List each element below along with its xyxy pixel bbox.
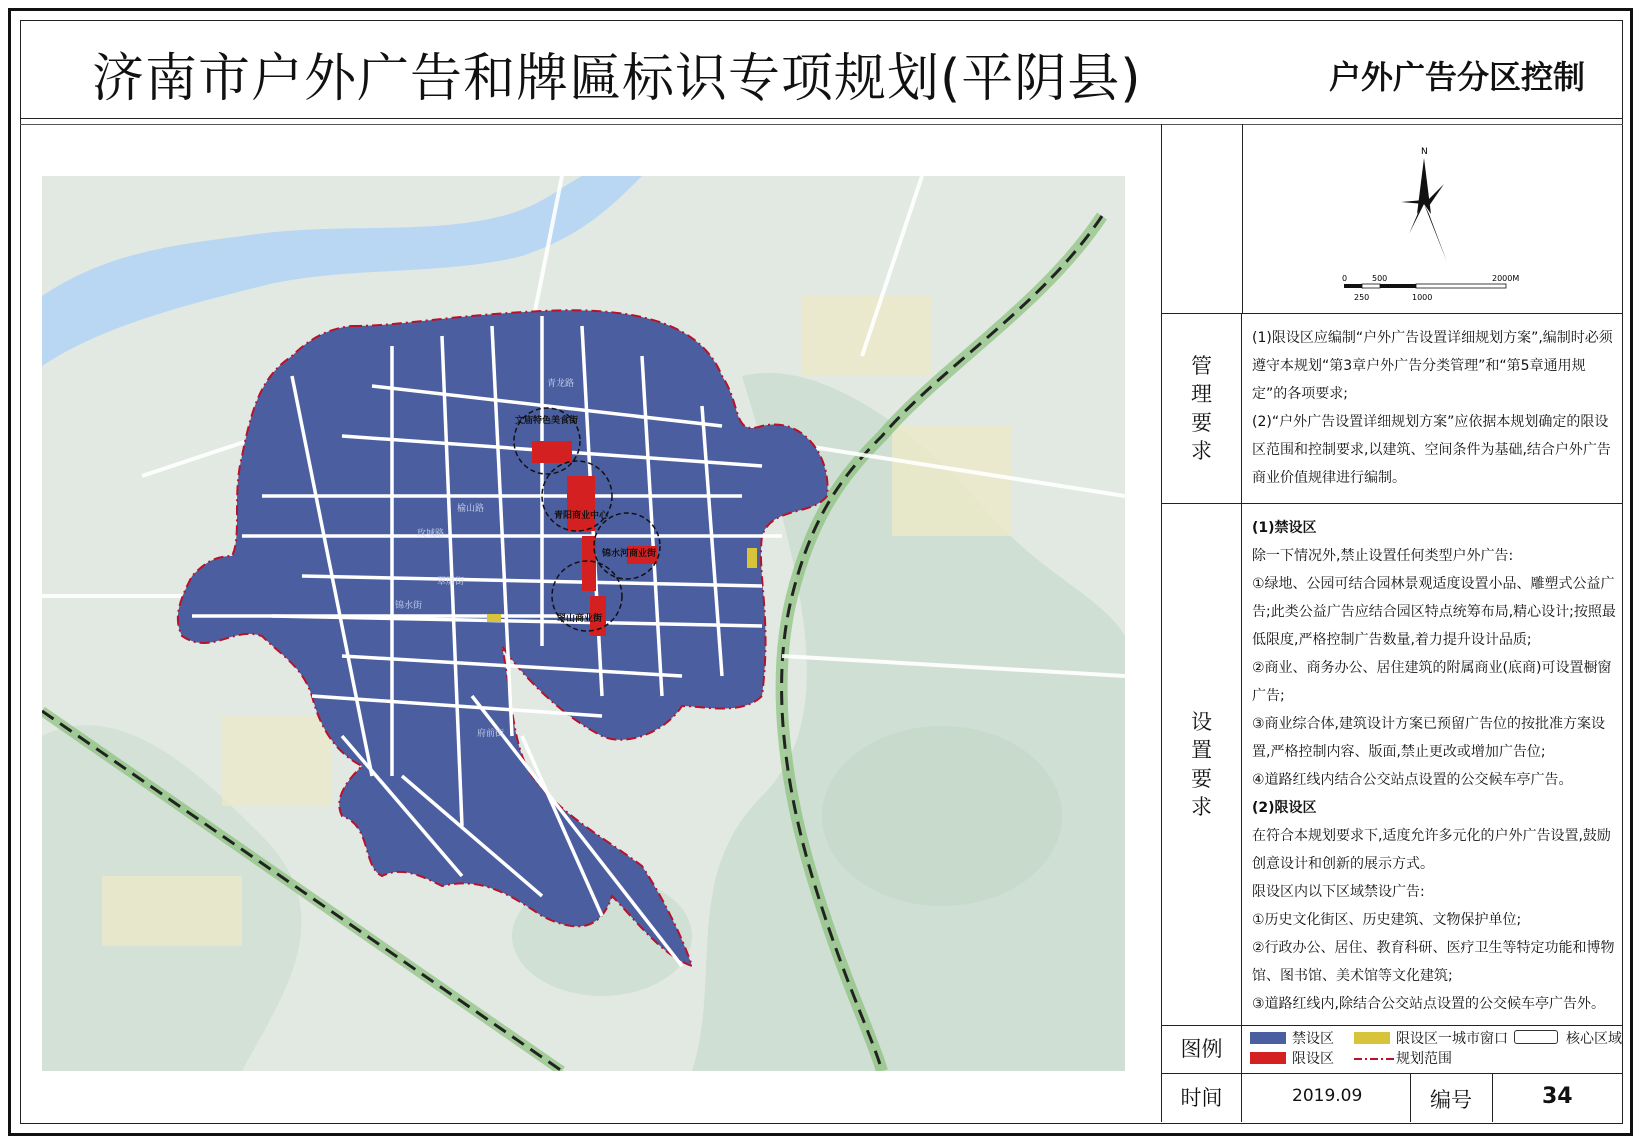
legend-forbidden: 禁设区 [1292, 1031, 1334, 1047]
urban-patch [102, 876, 242, 946]
restricted-zone [532, 441, 572, 463]
setting-row [1162, 504, 1623, 1026]
legend-swatch-window [1354, 1032, 1390, 1044]
legend-swatch-boundary [1354, 1053, 1394, 1065]
page-title: 济南市户外广告和牌匾标识专项规划(平阴县) [92, 49, 1142, 109]
road-label: 青龙路 [547, 379, 575, 389]
road-label: 翠屏街 [437, 577, 465, 587]
legend-swatch-restricted [1250, 1052, 1286, 1064]
road-label: 锦水街 [395, 601, 423, 611]
header-divider [20, 118, 1623, 119]
north-arrow-icon [1399, 144, 1469, 274]
footer-divider [1410, 1074, 1411, 1122]
legend-content [1242, 1026, 1623, 1073]
compass-row-divider [1242, 124, 1243, 313]
legend-window: 限设区一城市窗口 [1396, 1031, 1508, 1047]
svg-text:500: 500 [1372, 274, 1388, 283]
urban-patch [222, 716, 332, 806]
management-label: 管理要求 [1162, 314, 1242, 503]
setting-text: (1)禁设区 除一下情况外,禁止设置任何类型户外广告: ①绿地、公园可结合园林景观适度设置小品、雕塑式公益广告;此类公益广告应结合园区特点统筹布局,精心设计;按照最低限度,严格控制广告数量,着力提升设计品质; ②商业、商务办公、居住建筑的附属商业(底商)可设置橱窗广告; ③商业综合体,建筑设计方案已预留广告位的按批准方案设置,严格控制内容、版面,禁止更改或增加广告位; ④道路红线内结合公交站点设置的公交候车亭广告。 (2)限设区 在符合本规划要求下,适度允许多元化的户外广告设置,鼓励创意设计和创新的展示方式。 限设区内以下区域禁设广告: ①历史文化街区、历史建筑、文物保护单位; ②行政办公、居住、教育科研、医疗卫生等特定功能和博物馆、图书馆、美术馆等文化建筑; ③道路红线内,除结合公交站点设置的公交候车亭广告外。 [1252, 520, 1616, 1012]
zone-label-cuishan: 翠山商业街 [557, 614, 603, 624]
zone-label-jinshui: 锦水河商业街 [602, 549, 657, 559]
number-value: 34 [1542, 1084, 1573, 1109]
north-label: N [1421, 147, 1428, 157]
terrain-hill-3 [822, 726, 1062, 906]
time-label: 时间 [1162, 1074, 1242, 1122]
road-label: 玫城路 [417, 529, 445, 539]
compass-tail [1424, 204, 1447, 262]
management-row [1162, 314, 1623, 504]
svg-text:0: 0 [1342, 274, 1348, 283]
compass-scale-row [1162, 124, 1623, 314]
svg-text:250: 250 [1354, 293, 1370, 302]
setting-label: 设置要求 [1162, 504, 1242, 1025]
management-text: (1)限设区应编制“户外广告设置详细规划方案”,编制时必须遵守本规划“第3章户外广告分类管理”和“第5章通用规定”的各项要求; (2)“户外广告设置详细规划方案”应依据本规划确定的限设区范围和控制要求,以建筑、空间条件为基础,结合户外广告商业价值规律进行编制。 [1252, 330, 1613, 486]
compass-ray [1409, 204, 1424, 234]
page-subtitle: 户外广告分区控制 [1328, 58, 1585, 96]
urban-patch [892, 426, 1012, 536]
restricted-zone [567, 476, 595, 531]
compass-ray [1401, 200, 1424, 204]
legend-swatch-core [1514, 1030, 1558, 1044]
svg-text:2000M: 2000M [1492, 274, 1520, 283]
restricted-window-zone [747, 548, 757, 568]
legend-restricted: 限设区 [1292, 1051, 1334, 1067]
info-panel [1161, 124, 1623, 1122]
svg-text:1000: 1000 [1412, 293, 1433, 302]
number-label: 编号 [1430, 1088, 1472, 1112]
road-label: 榆山路 [457, 504, 485, 514]
footer-divider [1492, 1074, 1493, 1122]
legend-row [1162, 1026, 1623, 1074]
map-canvas[interactable] [42, 176, 1125, 1071]
zone-label-wenmiao: 文庙特色美食街 [515, 416, 579, 426]
legend-swatch-forbidden [1250, 1032, 1286, 1044]
time-value: 2019.09 [1292, 1086, 1363, 1106]
legend-core: 核心区域 [1566, 1031, 1622, 1047]
zone-label-qingyang: 青阳商业中心 [554, 511, 609, 521]
scale-bar [1342, 272, 1532, 312]
legend-boundary: 规划范围 [1396, 1051, 1452, 1067]
restricted-window-zone [487, 614, 501, 622]
road-label: 府前街 [477, 729, 505, 739]
legend-label: 图例 [1162, 1026, 1242, 1073]
footer-row [1162, 1074, 1623, 1122]
